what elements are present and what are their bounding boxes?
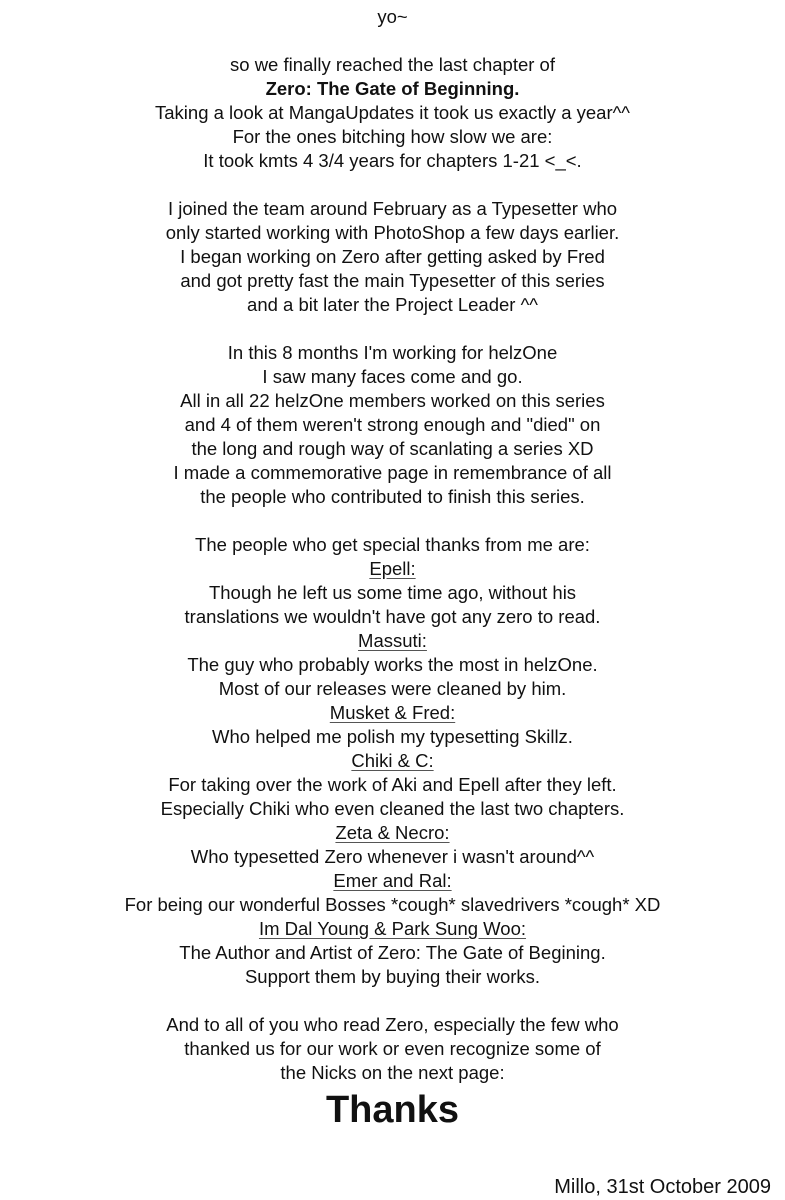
text-line	[0, 389, 785, 413]
thanks-name-heading	[0, 557, 785, 581]
line-text: Taking a look at MangaUpdates it took us exactly a year^^	[155, 102, 630, 123]
signature: Millo, 31st October 2009	[554, 1176, 771, 1198]
line-text: It took kmts 4 3/4 years for chapters 1-21 <_<.	[203, 150, 582, 171]
thanks-name-heading	[0, 701, 785, 725]
text-line	[0, 893, 785, 917]
text-line	[0, 605, 785, 629]
line-text: I saw many faces come and go.	[262, 366, 523, 387]
thanks-name-heading	[0, 917, 785, 941]
credits-document	[0, 5, 785, 1085]
spacer	[0, 509, 785, 533]
text-line	[0, 1061, 785, 1085]
line-text: and 4 of them weren't strong enough and "died" on	[184, 414, 601, 435]
spacer	[0, 29, 785, 53]
line-text: Most of our releases were cleaned by him.	[218, 678, 567, 699]
line-text: Zeta & Necro:	[335, 822, 450, 843]
text-line	[0, 581, 785, 605]
line-text: I made a commemorative page in remembrance of all	[173, 462, 612, 483]
text-line	[0, 53, 785, 77]
paragraph	[0, 341, 785, 509]
thanks-name-heading	[0, 629, 785, 653]
line-text: I joined the team around February as a Typesetter who	[167, 198, 618, 219]
text-line	[0, 413, 785, 437]
text-line	[0, 461, 785, 485]
line-text: Emer and Ral:	[333, 870, 452, 891]
line-text: and got pretty fast the main Typesetter of this series	[180, 270, 605, 291]
line-text: For the ones bitching how slow we are:	[232, 126, 553, 147]
text-line	[0, 677, 785, 701]
line-text: For taking over the work of Aki and Epell after they left.	[168, 774, 617, 795]
text-line	[0, 533, 785, 557]
text-line	[0, 365, 785, 389]
line-text: All in all 22 helzOne members worked on this series	[180, 390, 605, 411]
paragraph	[0, 1013, 785, 1085]
line-text: Especially Chiki who even cleaned the last two chapters.	[160, 798, 625, 819]
text-line	[0, 1013, 785, 1037]
thanks-name-heading	[0, 869, 785, 893]
line-text: the long and rough way of scanlating a series XD	[191, 438, 594, 459]
line-text: and a bit later the Project Leader ^^	[247, 294, 538, 315]
series-title	[0, 77, 785, 101]
line-text: The Author and Artist of Zero: The Gate of Begining.	[179, 942, 606, 963]
line-text: The people who get special thanks from me are:	[195, 534, 590, 555]
line-text: Zero: The Gate of Beginning.	[265, 78, 520, 99]
line-text: Who typesetted Zero whenever i wasn't around^^	[190, 846, 595, 867]
text-line	[0, 437, 785, 461]
text-line	[0, 269, 785, 293]
paragraph	[0, 53, 785, 173]
line-text: Who helped me polish my typesetting Skillz.	[212, 726, 573, 747]
line-text: only started working with PhotoShop a few days earlier.	[165, 222, 620, 243]
line-text: I began working on Zero after getting asked by Fred	[180, 246, 605, 267]
line-text: the Nicks on the next page:	[280, 1062, 505, 1083]
greeting: yo~	[377, 6, 408, 27]
text-line	[0, 773, 785, 797]
line-text: In this 8 months I'm working for helzOne	[227, 342, 558, 363]
text-line	[0, 1037, 785, 1061]
spacer	[0, 989, 785, 1013]
spacer	[0, 173, 785, 197]
paragraph	[0, 533, 785, 989]
text-line	[0, 485, 785, 509]
text-line	[0, 725, 785, 749]
text-line	[0, 197, 785, 221]
paragraph	[0, 197, 785, 317]
closing-thanks: Thanks	[325, 1089, 460, 1131]
line-text: The guy who probably works the most in helzOne.	[187, 654, 598, 675]
line-text: Support them by buying their works.	[244, 966, 541, 987]
line-text: so we finally reached the last chapter of	[230, 54, 555, 75]
paragraphs	[0, 53, 785, 1085]
text-line	[0, 101, 785, 125]
spacer	[0, 317, 785, 341]
text-line	[0, 941, 785, 965]
text-line	[0, 797, 785, 821]
line-text: Im Dal Young & Park Sung Woo:	[258, 918, 527, 939]
line-text: For being our wonderful Bosses *cough* slavedrivers *cough* XD	[124, 894, 661, 915]
line-text: And to all of you who read Zero, especially the few who	[166, 1014, 619, 1035]
thanks-name-heading	[0, 749, 785, 773]
text-line	[0, 845, 785, 869]
line-text: Though he left us some time ago, without his	[208, 582, 577, 603]
thanks-name-heading	[0, 821, 785, 845]
line-text: Musket & Fred:	[329, 702, 456, 723]
text-line	[0, 125, 785, 149]
line-text: Chiki & C:	[351, 750, 434, 771]
line-text: Massuti:	[358, 630, 427, 651]
text-line	[0, 653, 785, 677]
text-line	[0, 245, 785, 269]
text-line	[0, 293, 785, 317]
line-text: Epell:	[369, 558, 416, 579]
line-text: the people who contributed to finish this series.	[200, 486, 585, 507]
text-line	[0, 149, 785, 173]
text-line	[0, 341, 785, 365]
line-text: translations we wouldn't have got any zero to read.	[184, 606, 601, 627]
text-line	[0, 221, 785, 245]
line-text: thanked us for our work or even recognize some of	[184, 1038, 601, 1059]
text-line	[0, 965, 785, 989]
